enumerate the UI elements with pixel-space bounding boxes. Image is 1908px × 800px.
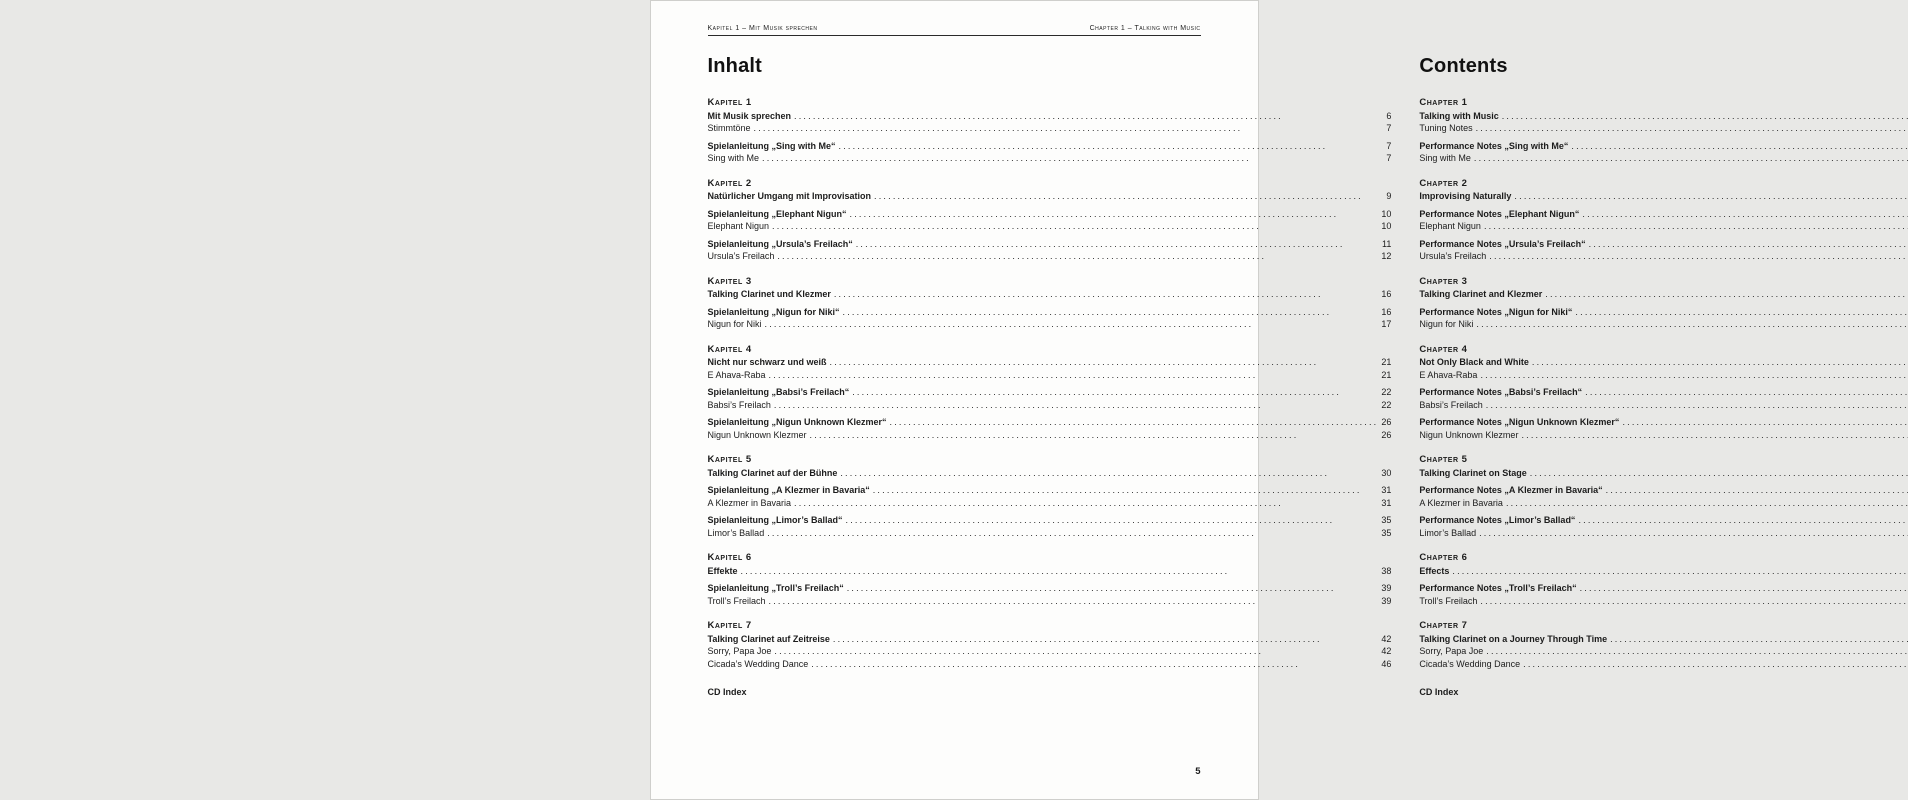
toc-entry-title: Performance Notes „Troll’s Freilach“ bbox=[1419, 583, 1577, 593]
toc-chapter bbox=[1419, 552, 1908, 607]
toc-column-german bbox=[708, 55, 1392, 697]
cd-index-label: CD Index bbox=[1419, 687, 1459, 697]
toc-entry-page: 7 bbox=[1386, 123, 1392, 133]
toc-entry-title: Talking Clarinet and Klezmer bbox=[1419, 289, 1543, 299]
toc-entry-page: 16 bbox=[1381, 289, 1392, 299]
toc-entry-group bbox=[708, 633, 1392, 671]
toc-entry-title: Spielanleitung „Babsi’s Freilach“ bbox=[707, 387, 850, 397]
toc-entry bbox=[1419, 658, 1908, 671]
toc-entry-title: Babsi’s Freilach bbox=[1419, 399, 1483, 410]
toc-entry bbox=[1419, 582, 1908, 595]
toc-entry-page: 22 bbox=[1381, 387, 1392, 397]
toc-entry-title: Cicada’s Wedding Dance bbox=[1419, 658, 1521, 669]
toc-entry bbox=[708, 369, 1392, 382]
toc-entry-title: Performance Notes „Nigun for Niki“ bbox=[1419, 306, 1573, 317]
toc-entry-group bbox=[1419, 288, 1908, 301]
dot-leader bbox=[1523, 658, 1908, 671]
dot-leader bbox=[769, 595, 1379, 608]
toc-entry-title: Effekte bbox=[707, 565, 738, 576]
toc-entry bbox=[708, 220, 1392, 233]
toc-entry bbox=[1419, 238, 1908, 251]
toc-entry-group bbox=[708, 110, 1392, 135]
dot-leader bbox=[840, 467, 1378, 480]
dot-leader bbox=[833, 633, 1379, 646]
toc-entry-title: Talking with Music bbox=[1419, 110, 1499, 121]
toc-entry-group bbox=[708, 514, 1392, 539]
toc-entry-title: Nicht nur schwarz und weiß bbox=[707, 357, 827, 367]
book-page bbox=[650, 0, 1620, 800]
toc-entry bbox=[1419, 288, 1908, 301]
toc-entry-group bbox=[1419, 633, 1908, 671]
toc-entry bbox=[1419, 595, 1908, 608]
toc-entry-title: Spielanleitung „Troll’s Freilach“ bbox=[707, 583, 844, 593]
toc-entry bbox=[1419, 122, 1908, 135]
dot-leader bbox=[1476, 122, 1908, 135]
toc-entry bbox=[1419, 220, 1908, 233]
dot-leader bbox=[1532, 356, 1908, 369]
dot-leader bbox=[890, 416, 1379, 429]
toc-entry bbox=[1419, 250, 1908, 263]
chapter-label: Chapter 6 bbox=[1419, 552, 1468, 563]
toc-entry-group bbox=[1419, 484, 1908, 509]
dot-leader bbox=[769, 369, 1379, 382]
toc-entry-title: Spielanleitung „Limor’s Ballad“ bbox=[707, 515, 843, 525]
toc-chapter bbox=[708, 552, 1392, 607]
toc-entry-title: Stimmtöne bbox=[707, 123, 751, 133]
toc-entry bbox=[708, 208, 1392, 221]
toc-entry-page: 11 bbox=[1382, 238, 1392, 249]
toc-entry-title: Nigun for Niki bbox=[1419, 319, 1474, 329]
toc-entry-page: 10 bbox=[1381, 208, 1392, 219]
dot-leader bbox=[1580, 582, 1908, 595]
toc-entry-page: 42 bbox=[1381, 633, 1392, 644]
toc-entry-title: Performance Notes „A Klezmer in Bavaria“ bbox=[1419, 485, 1603, 495]
toc-entry-group bbox=[708, 582, 1392, 607]
running-header-left: Kapitel 1 – Mit Musik sprechen bbox=[707, 25, 818, 32]
toc-entry-group bbox=[708, 484, 1392, 509]
dot-leader bbox=[834, 288, 1379, 301]
toc-entry bbox=[1419, 318, 1908, 331]
dot-leader bbox=[810, 429, 1379, 442]
dot-leader bbox=[874, 190, 1383, 203]
toc-entry-title: Troll’s Freilach bbox=[707, 595, 766, 606]
toc-entry bbox=[1419, 514, 1908, 527]
toc-entry-title: Natürlicher Umgang mit Improvisation bbox=[707, 191, 872, 201]
dot-leader bbox=[1585, 386, 1908, 399]
toc-entry bbox=[708, 356, 1392, 369]
toc-entry bbox=[708, 399, 1392, 412]
toc-entry-page: 21 bbox=[1381, 357, 1392, 367]
toc-entry-group bbox=[1419, 190, 1908, 203]
toc-title: Contents bbox=[1419, 55, 1508, 77]
toc-entry-group bbox=[1419, 467, 1908, 480]
toc-entry-title: Talking Clarinet on a Journey Through Time bbox=[1419, 633, 1608, 644]
dot-leader bbox=[1575, 306, 1908, 319]
toc-entry-title: Performance Notes „Sing with Me“ bbox=[1419, 140, 1569, 151]
toc-entry-group bbox=[708, 190, 1392, 203]
dot-leader bbox=[741, 565, 1379, 578]
toc-entry-page: 26 bbox=[1381, 417, 1392, 427]
toc-entry-title: Mit Musik sprechen bbox=[707, 110, 792, 121]
dot-leader bbox=[1474, 152, 1908, 165]
chapter-label: Chapter 5 bbox=[1419, 454, 1468, 465]
toc-entry-title: Talking Clarinet auf Zeitreise bbox=[707, 633, 830, 644]
toc-chapter bbox=[1419, 620, 1908, 670]
toc-entry-page: 21 bbox=[1381, 369, 1392, 380]
chapter-label: Kapitel 1 bbox=[707, 97, 752, 108]
toc-chapter bbox=[1419, 97, 1908, 165]
toc-entry-page: 39 bbox=[1381, 595, 1392, 606]
chapter-label: Kapitel 3 bbox=[707, 275, 752, 287]
toc-entry-title: E Ahava-Raba bbox=[1419, 369, 1478, 380]
dot-leader bbox=[1610, 633, 1908, 646]
toc-entry-page: 9 bbox=[1386, 191, 1392, 201]
toc-entry bbox=[1419, 416, 1908, 429]
toc-entry-title: Ursula’s Freilach bbox=[707, 251, 775, 261]
toc-entry bbox=[1419, 467, 1908, 480]
toc-entry-title: Nigun for Niki bbox=[707, 319, 762, 329]
toc-entry bbox=[1419, 369, 1908, 382]
toc-entry-title: Performance Notes „Ursula’s Freilach“ bbox=[1419, 238, 1586, 249]
toc-chapter bbox=[1419, 178, 1908, 263]
toc-entry bbox=[708, 122, 1392, 135]
dot-leader bbox=[794, 110, 1383, 123]
dot-leader bbox=[1571, 140, 1908, 153]
toc-entry bbox=[1419, 429, 1908, 442]
toc-entry-group bbox=[1419, 565, 1908, 578]
toc-chapter bbox=[708, 620, 1392, 670]
toc-chapter bbox=[1419, 454, 1908, 539]
dot-leader bbox=[1582, 208, 1908, 221]
dot-leader bbox=[1530, 467, 1908, 480]
toc-entry-group bbox=[1419, 238, 1908, 263]
toc-entry bbox=[708, 190, 1392, 203]
toc-entry bbox=[708, 565, 1392, 578]
dot-leader bbox=[1545, 288, 1908, 301]
dot-leader bbox=[1578, 514, 1908, 527]
toc-entry bbox=[1419, 497, 1908, 510]
toc-entry-title: Babsi’s Freilach bbox=[707, 399, 771, 410]
toc-entry-title: Talking Clarinet auf der Bühne bbox=[707, 467, 838, 478]
toc-entry-group bbox=[1419, 356, 1908, 381]
chapter-label: Kapitel 5 bbox=[707, 454, 752, 465]
toc-entry-page: 10 bbox=[1381, 221, 1392, 231]
dot-leader bbox=[762, 152, 1383, 165]
toc-chapter bbox=[1419, 344, 1908, 442]
toc-entry-group bbox=[1419, 582, 1908, 607]
toc-entry-group bbox=[1419, 140, 1908, 165]
toc-entry bbox=[708, 386, 1392, 399]
toc-entry bbox=[1419, 633, 1908, 646]
toc-entry-page: 39 bbox=[1381, 583, 1392, 593]
dot-leader bbox=[767, 527, 1378, 540]
dot-leader bbox=[1480, 369, 1908, 382]
toc-entry bbox=[708, 484, 1392, 497]
dot-leader bbox=[830, 356, 1379, 369]
toc-chapter bbox=[1419, 276, 1908, 331]
chapter-label: Chapter 2 bbox=[1419, 177, 1468, 189]
toc-columns bbox=[707, 55, 1620, 697]
toc-entry bbox=[1419, 356, 1908, 369]
dot-leader bbox=[774, 399, 1379, 412]
toc-entry bbox=[1419, 152, 1908, 165]
toc-entry-title: A Klezmer in Bavaria bbox=[707, 497, 792, 508]
toc-entry bbox=[708, 416, 1392, 429]
toc-entry-group bbox=[708, 140, 1392, 165]
chapter-label: Chapter 1 bbox=[1419, 97, 1468, 108]
toc-entry bbox=[708, 527, 1392, 540]
toc-chapter bbox=[708, 344, 1392, 442]
dot-leader bbox=[843, 306, 1379, 319]
toc-entry-title: Sing with Me bbox=[1419, 153, 1471, 163]
dot-leader bbox=[1486, 645, 1908, 658]
toc-entry-title: Limor’s Ballad bbox=[707, 527, 765, 538]
toc-entry bbox=[1419, 140, 1908, 153]
toc-entry-group bbox=[708, 565, 1392, 578]
dot-leader bbox=[1514, 190, 1908, 203]
toc-entry-page: 6 bbox=[1386, 110, 1392, 121]
toc-column-english bbox=[1419, 55, 1908, 697]
dot-leader bbox=[811, 658, 1378, 671]
toc-entry-title: Not Only Black and White bbox=[1419, 357, 1529, 367]
toc-entry-group bbox=[708, 467, 1392, 480]
toc-entry-group bbox=[708, 306, 1392, 331]
toc-entry-page: 42 bbox=[1381, 646, 1392, 656]
chapter-label: Kapitel 6 bbox=[707, 552, 752, 563]
toc-entry-page: 22 bbox=[1381, 399, 1392, 410]
toc-entry bbox=[708, 318, 1392, 331]
toc-entry bbox=[1419, 645, 1908, 658]
toc-entry bbox=[708, 140, 1392, 153]
toc-entry bbox=[1419, 208, 1908, 221]
toc-entry-title: Sorry, Papa Joe bbox=[707, 646, 772, 656]
dot-leader bbox=[1486, 399, 1908, 412]
toc-entry bbox=[1419, 306, 1908, 319]
toc-title: Inhalt bbox=[707, 55, 763, 77]
toc-entry bbox=[708, 238, 1392, 251]
toc-entry-page: 46 bbox=[1381, 658, 1392, 669]
toc-entry-page: 31 bbox=[1381, 485, 1392, 495]
toc-entry bbox=[1419, 565, 1908, 578]
dot-leader bbox=[774, 645, 1378, 658]
toc-entry-page: 16 bbox=[1381, 306, 1392, 317]
toc-entry bbox=[1419, 386, 1908, 399]
toc-entry bbox=[708, 152, 1392, 165]
dot-leader bbox=[839, 140, 1384, 153]
chapter-label: Kapitel 7 bbox=[707, 620, 752, 631]
toc-entry bbox=[708, 429, 1392, 442]
dot-leader bbox=[1452, 565, 1908, 578]
toc-chapter bbox=[708, 178, 1392, 263]
toc-chapter bbox=[708, 97, 1392, 165]
toc-entry-page: 26 bbox=[1381, 429, 1392, 440]
toc-entry-title: Troll’s Freilach bbox=[1419, 595, 1478, 606]
toc-entry-page: 17 bbox=[1381, 319, 1392, 329]
chapter-label: Chapter 4 bbox=[1419, 343, 1468, 355]
dot-leader bbox=[1506, 497, 1908, 510]
toc-entry-title: Performance Notes „Limor’s Ballad“ bbox=[1419, 515, 1576, 525]
toc-entry bbox=[708, 514, 1392, 527]
toc-entry-title: Talking Clarinet und Klezmer bbox=[707, 289, 831, 299]
toc-entry bbox=[708, 645, 1392, 658]
toc-entry-group bbox=[708, 386, 1392, 411]
toc-entry bbox=[1419, 190, 1908, 203]
chapter-label: Kapitel 4 bbox=[707, 343, 752, 355]
toc-entry bbox=[708, 658, 1392, 671]
dot-leader bbox=[1502, 110, 1908, 123]
toc-entry-title: Sing with Me bbox=[707, 153, 760, 163]
toc-entry-title: Spielanleitung „Elephant Nigun“ bbox=[707, 208, 847, 219]
toc-entry-title: Ursula’s Freilach bbox=[1419, 251, 1487, 261]
toc-chapter bbox=[708, 276, 1392, 331]
dot-leader bbox=[1589, 238, 1908, 251]
toc-entry bbox=[708, 467, 1392, 480]
dot-leader bbox=[772, 220, 1378, 233]
toc-entry-page: 35 bbox=[1381, 515, 1392, 525]
toc-entry bbox=[708, 595, 1392, 608]
dot-leader bbox=[754, 122, 1384, 135]
toc-entry-title: E Ahava-Raba bbox=[707, 369, 766, 380]
dot-leader bbox=[1484, 220, 1908, 233]
dot-leader bbox=[856, 238, 1379, 251]
header-rule bbox=[708, 35, 1201, 36]
toc-entry-title: Talking Clarinet on Stage bbox=[1419, 467, 1527, 478]
toc-entry-group bbox=[1419, 208, 1908, 233]
toc-entry-title: Performance Notes „Elephant Nigun“ bbox=[1419, 208, 1580, 219]
toc-entry-group bbox=[708, 288, 1392, 301]
toc-entry bbox=[1419, 399, 1908, 412]
chapter-label: Chapter 3 bbox=[1419, 275, 1468, 287]
dot-leader bbox=[1489, 250, 1908, 263]
toc-entry-group bbox=[708, 356, 1392, 381]
toc-entry-title: Spielanleitung „Ursula’s Freilach“ bbox=[707, 238, 853, 249]
page-number: 5 bbox=[1195, 766, 1201, 777]
dot-leader bbox=[1479, 527, 1908, 540]
toc-entry bbox=[1419, 484, 1908, 497]
running-header-right: Chapter 1 – Talking with Music bbox=[1089, 25, 1201, 32]
cd-index-label: CD Index bbox=[707, 687, 747, 697]
toc-entry-title: Spielanleitung „Nigun for Niki“ bbox=[707, 306, 840, 317]
toc-entry-page: 31 bbox=[1381, 497, 1392, 508]
toc-entry-group bbox=[708, 238, 1392, 263]
dot-leader bbox=[1521, 429, 1908, 442]
toc-entry-page: 7 bbox=[1386, 153, 1392, 163]
toc-entry-group bbox=[708, 416, 1392, 441]
toc-entry-title: Performance Notes „Nigun Unknown Klezmer“ bbox=[1419, 417, 1620, 427]
toc-entry bbox=[708, 633, 1392, 646]
toc-entry-title: Effects bbox=[1419, 565, 1450, 576]
toc-entry bbox=[708, 306, 1392, 319]
toc-entry-title: Spielanleitung „Sing with Me“ bbox=[707, 140, 836, 151]
toc-entry-page: 38 bbox=[1381, 565, 1392, 576]
running-header bbox=[708, 25, 1201, 32]
dot-leader bbox=[852, 386, 1378, 399]
toc-entry-title: Elephant Nigun bbox=[1419, 221, 1481, 231]
toc-entry bbox=[708, 497, 1392, 510]
dot-leader bbox=[873, 484, 1379, 497]
toc-entry bbox=[1419, 110, 1908, 123]
toc-entry-title: Sorry, Papa Joe bbox=[1419, 646, 1484, 656]
dot-leader bbox=[1476, 318, 1908, 331]
toc-entry-page: 7 bbox=[1386, 140, 1392, 151]
dot-leader bbox=[1480, 595, 1908, 608]
toc-entry bbox=[1419, 527, 1908, 540]
toc-entry-group bbox=[1419, 514, 1908, 539]
toc-entry bbox=[708, 582, 1392, 595]
toc-entry-title: Improvising Naturally bbox=[1419, 191, 1512, 201]
toc-entry-group bbox=[1419, 386, 1908, 411]
toc-entry-title: Spielanleitung „A Klezmer in Bavaria“ bbox=[707, 485, 870, 495]
dot-leader bbox=[1606, 484, 1908, 497]
chapter-label: Kapitel 2 bbox=[707, 177, 752, 189]
toc-entry-title: A Klezmer in Bavaria bbox=[1419, 497, 1503, 508]
toc-entry-title: Nigun Unknown Klezmer bbox=[1419, 429, 1519, 440]
dot-leader bbox=[794, 497, 1378, 510]
toc-entry bbox=[708, 288, 1392, 301]
toc-entry-group bbox=[708, 208, 1392, 233]
toc-entry bbox=[708, 110, 1392, 123]
dot-leader bbox=[777, 250, 1378, 263]
toc-entry-title: Limor’s Ballad bbox=[1419, 527, 1477, 538]
dot-leader bbox=[1622, 416, 1908, 429]
toc-entry-title: Cicada’s Wedding Dance bbox=[707, 658, 809, 669]
toc-chapter bbox=[708, 454, 1392, 539]
dot-leader bbox=[846, 514, 1379, 527]
chapter-label: Chapter 7 bbox=[1419, 620, 1468, 631]
toc-entry-title: Performance Notes „Babsi’s Freilach“ bbox=[1419, 387, 1583, 397]
toc-entry-page: 12 bbox=[1381, 251, 1392, 261]
toc-entry-title: Spielanleitung „Nigun Unknown Klezmer“ bbox=[707, 417, 887, 427]
toc-entry-title: Elephant Nigun bbox=[707, 221, 770, 231]
toc-entry-group bbox=[1419, 110, 1908, 135]
toc-entry-page: 30 bbox=[1381, 467, 1392, 478]
toc-entry-group bbox=[1419, 306, 1908, 331]
toc-entry bbox=[708, 250, 1392, 263]
dot-leader bbox=[765, 318, 1379, 331]
dot-leader bbox=[847, 582, 1379, 595]
toc-entry-title: Tuning Notes bbox=[1419, 123, 1473, 133]
toc-entry-group bbox=[1419, 416, 1908, 441]
dot-leader bbox=[850, 208, 1379, 221]
toc-entry-page: 35 bbox=[1381, 527, 1392, 538]
toc-entry-title: Nigun Unknown Klezmer bbox=[707, 429, 807, 440]
